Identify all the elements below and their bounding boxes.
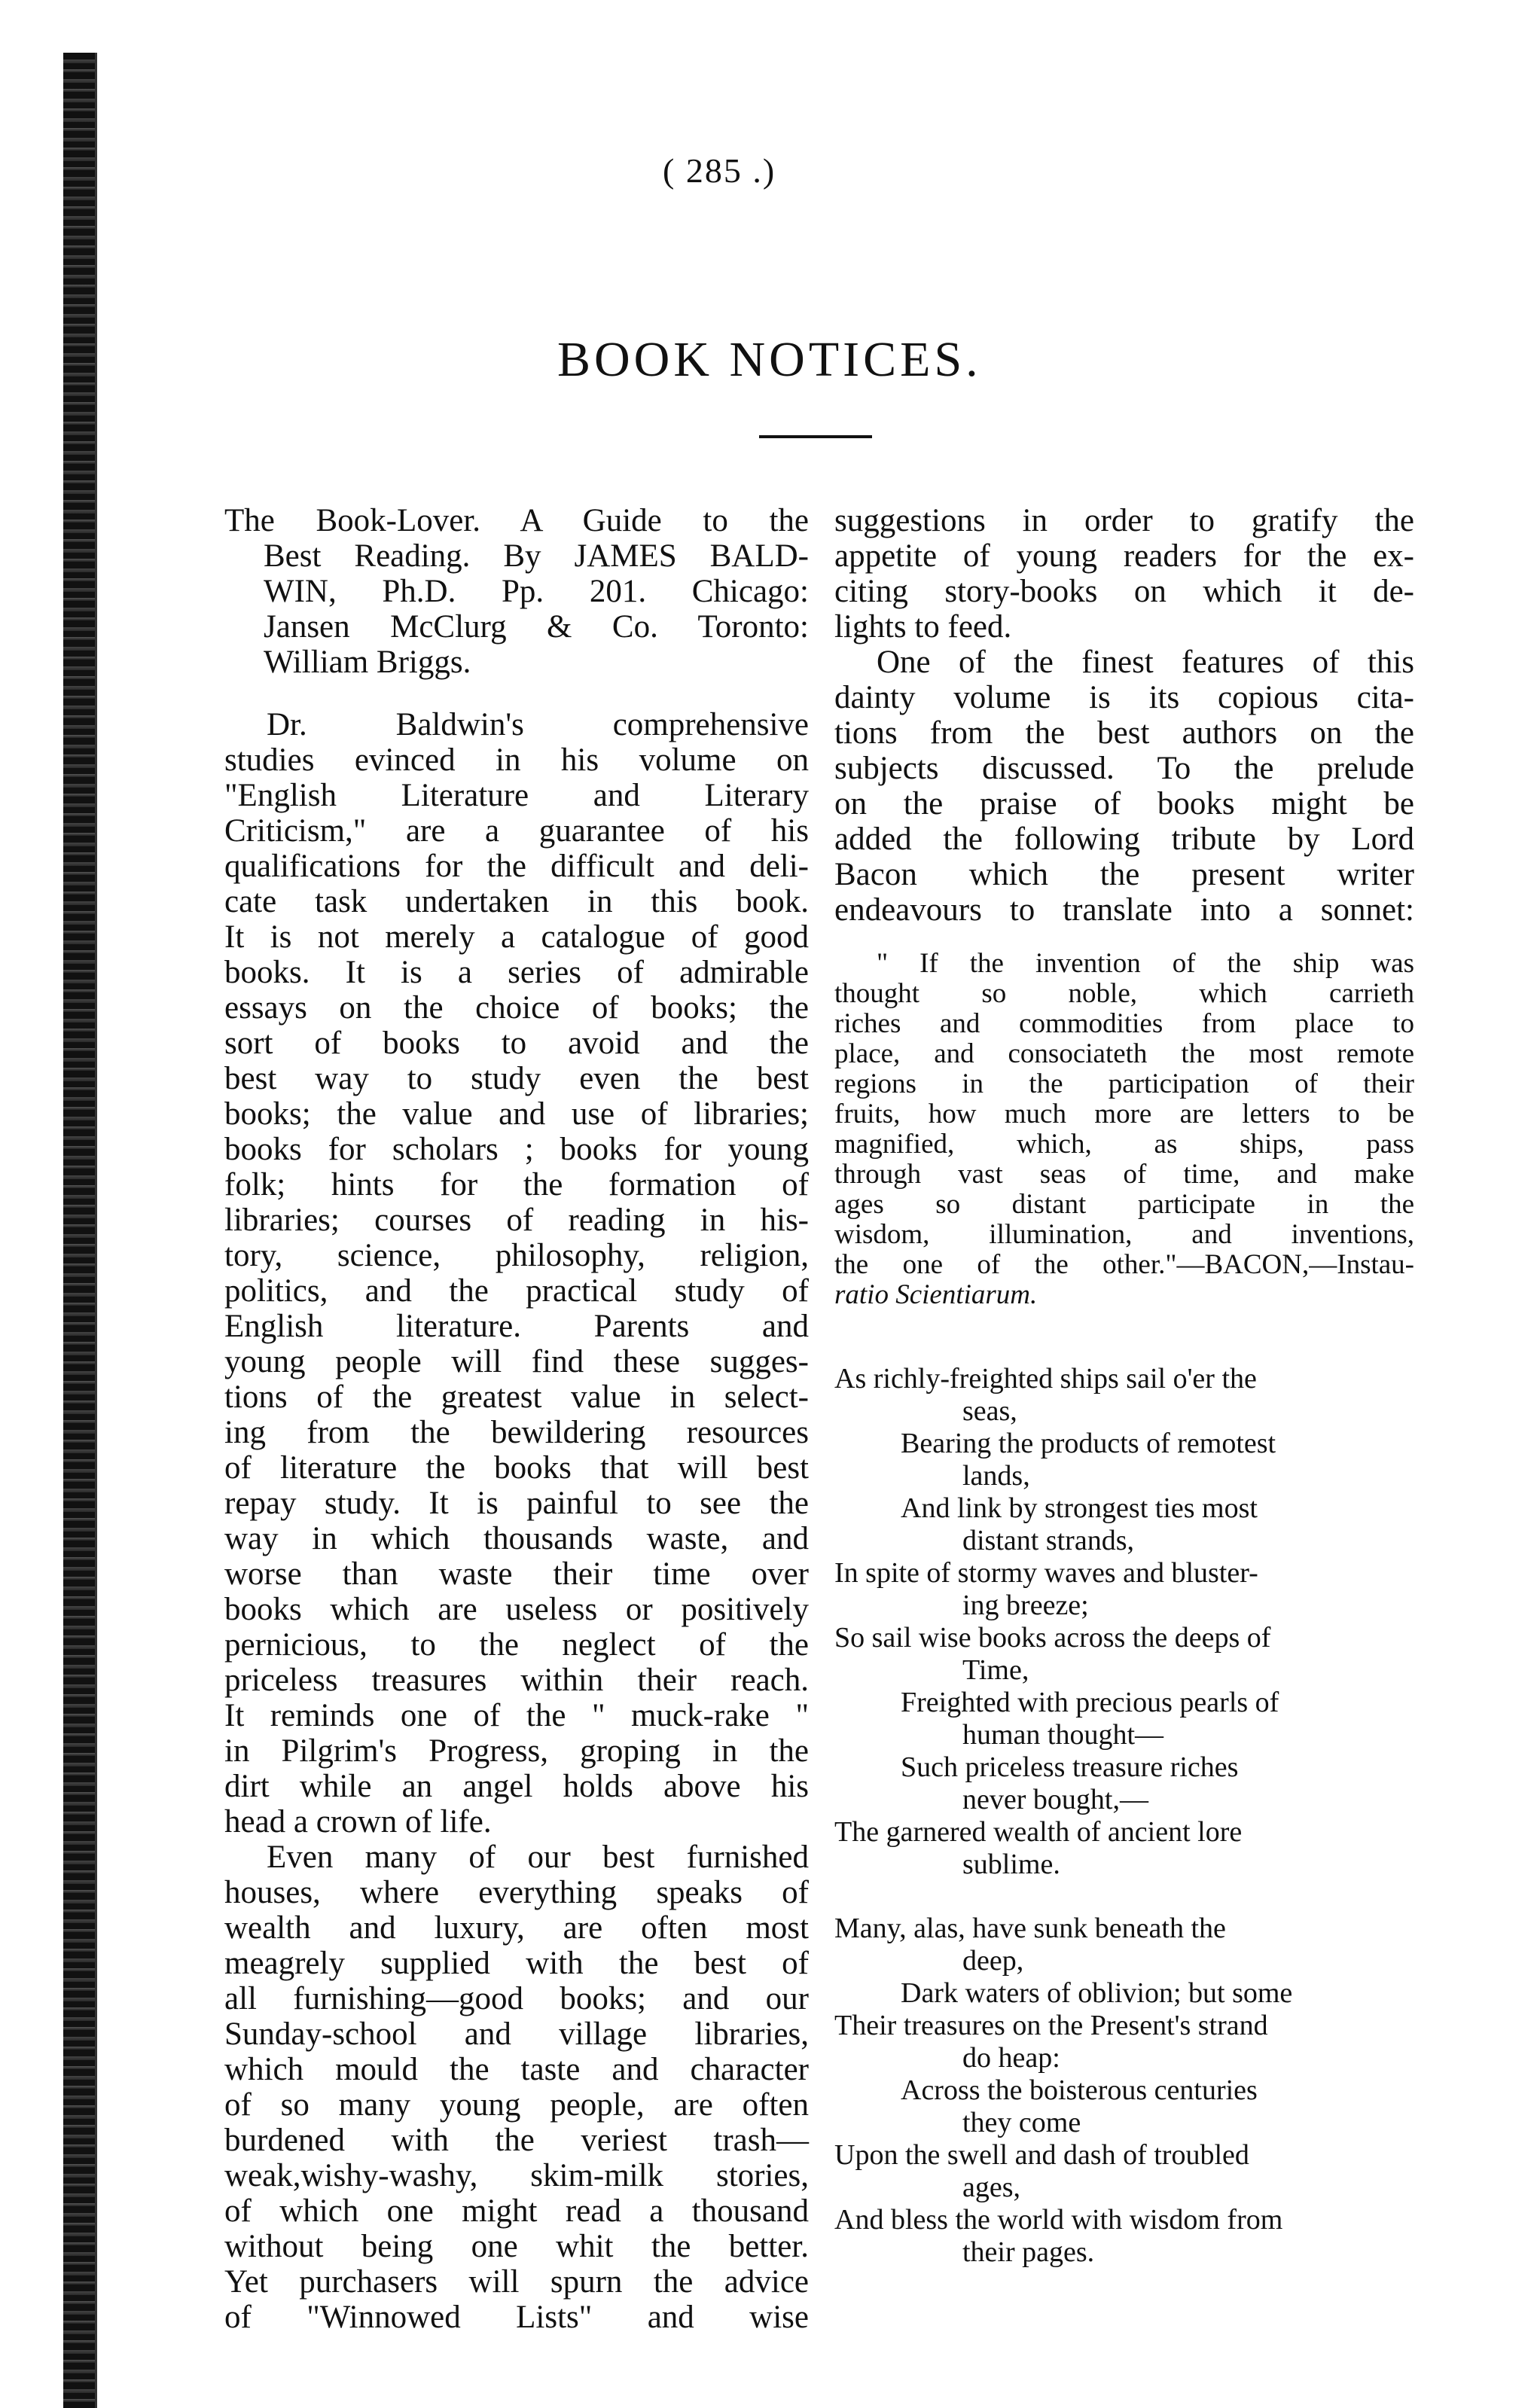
paragraph-line: added the following tribute by Lord [834,821,1414,857]
paragraph-line: It reminds one of the " muck-rake " [224,1698,809,1733]
paragraph-line: of which one might read a thousand [224,2193,809,2229]
spacer [834,1881,1414,1913]
quote-line: ages so distant participate in the [834,1189,1414,1220]
paragraph-line: without being one whit the better. [224,2229,809,2264]
paragraph-line: dirt while an angel holds above his [224,1769,809,1804]
paragraph-line: Even many of our best furnished [267,1840,809,1875]
poem-line: never bought,— [962,1784,1148,1815]
paragraph-line: "English Literature and Literary [224,778,809,813]
quote-line: place, and consociateth the most remote [834,1038,1414,1069]
paragraph-line: Criticism," are a guarantee of his [224,813,809,849]
page-title: BOOK NOTICES. [557,332,982,387]
review-paragraph-3 [834,645,1414,928]
paragraph-line: folk; hints for the formation of [224,1167,809,1202]
poem-line: And link by strongest ties most [901,1492,1258,1524]
paragraph-line: houses, where everything speaks of [224,1875,809,1910]
poem-line: sublime. [962,1849,1060,1880]
paragraph-line: studies evinced in his volume on [224,742,809,778]
paragraph-line: English literature. Parents and [224,1309,809,1344]
citation-line: The Book-Lover. A Guide to the [224,503,809,538]
binding-edge [63,53,97,2408]
paragraph-line: meagrely supplied with the best of [224,1946,809,1981]
paragraph-line: worse than waste their time over [224,1556,809,1592]
poem-line: do heap: [962,2042,1060,2074]
review-paragraph-1 [224,707,809,1840]
paragraph-line: burdened with the veriest trash— [224,2123,809,2158]
paragraph-line: books for scholars ; books for young [224,1132,809,1167]
sonnet-stanza-1 [834,1363,1414,1881]
paragraph-line: lights to feed. [834,609,1012,645]
paragraph-line: tory, science, philosophy, religion, [224,1238,809,1273]
paragraph-line: tions of the greatest value in select- [224,1379,809,1415]
sonnet-stanza-2 [834,1913,1414,2269]
paragraph-line: libraries; courses of reading in his- [224,1202,809,1238]
paragraph-line: endeavours to translate into a sonnet: [834,892,1414,928]
paragraph-line: of "Winnowed Lists" and wise [224,2300,809,2335]
paragraph-line: wealth and luxury, are often most [224,1910,809,1946]
title-rule [759,435,872,438]
paragraph-line: books. It is a series of admirable [224,955,809,990]
paragraph-line: Bacon which the present writer [834,857,1414,892]
paragraph-line: books; the value and use of libraries; [224,1096,809,1132]
paragraph-line: head a crown of life. [224,1804,492,1840]
poem-line: their pages. [962,2236,1095,2268]
poem-line: distant strands, [962,1525,1134,1556]
paragraph-line: politics, and the practical study of [224,1273,809,1309]
paragraph-line: all furnishing—good books; and our [224,1981,809,2016]
poem-line: ages, [962,2172,1021,2203]
paragraph-line: One of the finest features of this [877,645,1414,680]
poem-line: In spite of stormy waves and bluster- [834,1557,1258,1589]
paragraph-line: of literature the books that will best [224,1450,809,1486]
right-column [834,503,1414,2269]
paragraph-line: on the praise of books might be [834,786,1414,821]
poem-line: lands, [962,1460,1030,1492]
paragraph-line: subjects discussed. To the prelude [834,751,1414,786]
poem-line: human thought— [962,1719,1164,1751]
quote-line: through vast seas of time, and make [834,1159,1414,1190]
poem-line: The garnered wealth of ancient lore [834,1816,1243,1848]
poem-line: Upon the swell and dash of troubled [834,2139,1249,2171]
review-paragraph-2 [224,1840,809,2335]
poem-line: they come [962,2107,1081,2138]
quote-line: regions in the participation of their [834,1068,1414,1099]
paragraph-line: weak,wishy-washy, skim-milk stories, [224,2158,809,2193]
poem-line: So sail wise books across the deeps of [834,1622,1271,1654]
citation-line: William Briggs. [264,645,471,680]
paragraph-line: It is not merely a catalogue of good [224,919,809,955]
citation-line: WIN, Ph.D. Pp. 201. Chicago: [264,574,809,609]
review-continuation [834,503,1414,645]
page-number: ( 285 .) [663,151,776,190]
paragraph-line: which mould the taste and character [224,2052,809,2087]
quote-line: riches and commodities from place to [834,1008,1414,1039]
poem-line: Many, alas, have sunk beneath the [834,1913,1226,1944]
sonnet [834,1363,1414,2269]
paragraph-line: tions from the best authors on the [834,715,1414,751]
paragraph-line: sort of books to avoid and the [224,1026,809,1061]
paragraph-line: cate task undertaken in this book. [224,884,809,919]
paragraph-line: pernicious, to the neglect of the [224,1627,809,1663]
paragraph-line: citing story-books on which it de- [834,574,1414,609]
left-column [224,503,809,2335]
paragraph-line: ing from the bewildering resources [224,1415,809,1450]
quote-line: " If the invention of the ship was [877,948,1414,979]
poem-line: And bless the world with wisdom from [834,2204,1283,2236]
paragraph-line: in Pilgrim's Progress, groping in the [224,1733,809,1769]
paragraph-line: repay study. It is painful to see the [224,1486,809,1521]
spacer [224,680,809,707]
poem-line: deep, [962,1945,1024,1977]
quote-line: thought so noble, which carrieth [834,978,1414,1009]
paragraph-line: essays on the choice of books; the [224,990,809,1026]
paragraph-line: young people will find these sugges- [224,1344,809,1379]
quote-line: wisdom, illumination, and inventions, [834,1219,1414,1250]
paragraph-line: way in which thousands waste, and [224,1521,809,1556]
quote-line: the one of the other."—BACON,—Instau- [834,1249,1414,1280]
poem-line: Such priceless treasure riches [901,1751,1239,1783]
paragraph-line: appetite of young readers for the ex- [834,538,1414,574]
citation-line: Jansen McClurg & Co. Toronto: [264,609,809,645]
bacon-quote [834,949,1414,1310]
paragraph-line: best way to study even the best [224,1061,809,1096]
paragraph-line: Sunday-school and village libraries, [224,2016,809,2052]
book-citation [224,503,809,680]
poem-line: ing breeze; [962,1590,1089,1621]
poem-line: Dark waters of oblivion; but some [901,1977,1293,2009]
quote-line: ratio Scientiarum. [834,1279,1038,1310]
quote-line: magnified, which, as ships, pass [834,1129,1414,1160]
paragraph-line: priceless treasures within their reach. [224,1663,809,1698]
paragraph-line: dainty volume is its copious cita- [834,680,1414,715]
poem-line: Time, [962,1654,1029,1686]
poem-line: As richly-freighted ships sail o'er the [834,1363,1257,1395]
paragraph-line: of so many young people, are often [224,2087,809,2123]
paragraph-line: suggestions in order to gratify the [834,503,1414,538]
citation-line: Best Reading. By JAMES BALD- [264,538,809,574]
paragraph-line: Yet purchasers will spurn the advice [224,2264,809,2300]
poem-line: Bearing the products of remotest [901,1428,1276,1459]
poem-line: Their treasures on the Present's strand [834,2010,1268,2041]
poem-line: seas, [962,1395,1017,1427]
poem-line: Across the boisterous centuries [901,2074,1258,2106]
paragraph-line: Dr. Baldwin's comprehensive [267,707,809,742]
paragraph-line: books which are useless or positively [224,1592,809,1627]
poem-line: Freighted with precious pearls of [901,1687,1279,1718]
paragraph-line: qualifications for the difficult and deli- [224,849,809,884]
quote-line: fruits, how much more are letters to be [834,1099,1414,1129]
